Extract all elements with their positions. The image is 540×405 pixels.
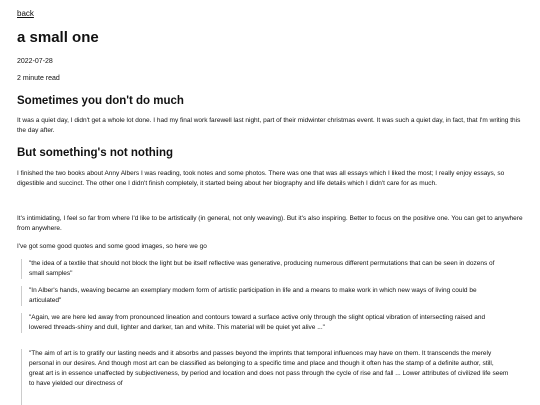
paragraph: I finished the two books about Anny Albers I was reading, took notes and some photos. There was one that was all essays which I liked the most; I really enjoy essays, so digestible and succinct. The other one I didn't finish completely, it started being about her biography and life details which I didn't care for as much. <box>17 170 505 187</box>
read-time: 2 minute read <box>17 75 60 82</box>
paragraph: It was a quiet day, I didn't get a whole lot done. I had my final work farewell last night, part of their midwinter christmas event. It was such a quiet day, in fact, that I'm writing this the day after. <box>17 117 521 134</box>
back-link[interactable]: back <box>17 9 34 18</box>
post-title: a small one <box>17 29 99 46</box>
paragraph: I've got some good quotes and some good images, so here we go <box>17 243 207 250</box>
blockquote: "The aim of art is to gratify our lasting needs and it absorbs and passes beyond the imprints that temporal influences may have on them. It transcends the merely personal in our desires. And though most art can be classified as belonging to a specific time and place and though it often has the stamp of a definite author, still, great art is in essence unaffected by subjectiveness, by period and location and does not pass through the cycle of rise and fall ... Lower attributes of civilized life seem to have yielded our directness of <box>21 349 509 405</box>
blockquote: "the idea of a textile that should not block the light but be itself reflective was generative, producing numerous different permutations that can be seen in dozens of small samples" <box>21 259 509 279</box>
blockquote: "In Alber's hands, weaving became an exemplary modern form of artistic participation in life and a means to make work in which new ways of living could be articulated" <box>21 286 509 306</box>
blockquote: "Again, we are here led away from pronounced lineation and contours toward a surface active only through the slight optical vibration of intersecting raised and lowered threads-shiny and dull, lighter and darker, tan and white. This material will be quiet yet alive ..." <box>21 313 509 333</box>
section-heading-2: But something's not nothing <box>17 147 174 159</box>
post-date: 2022-07-28 <box>17 58 53 65</box>
section-heading-1: Sometimes you don't do much <box>17 95 184 107</box>
paragraph: It's intimidating, I feel so far from where I'd like to be artistically (in general, not only weaving). But it's also inspiring. Better to focus on the positive one. You can get to anywhere from anywhere. <box>17 215 523 232</box>
